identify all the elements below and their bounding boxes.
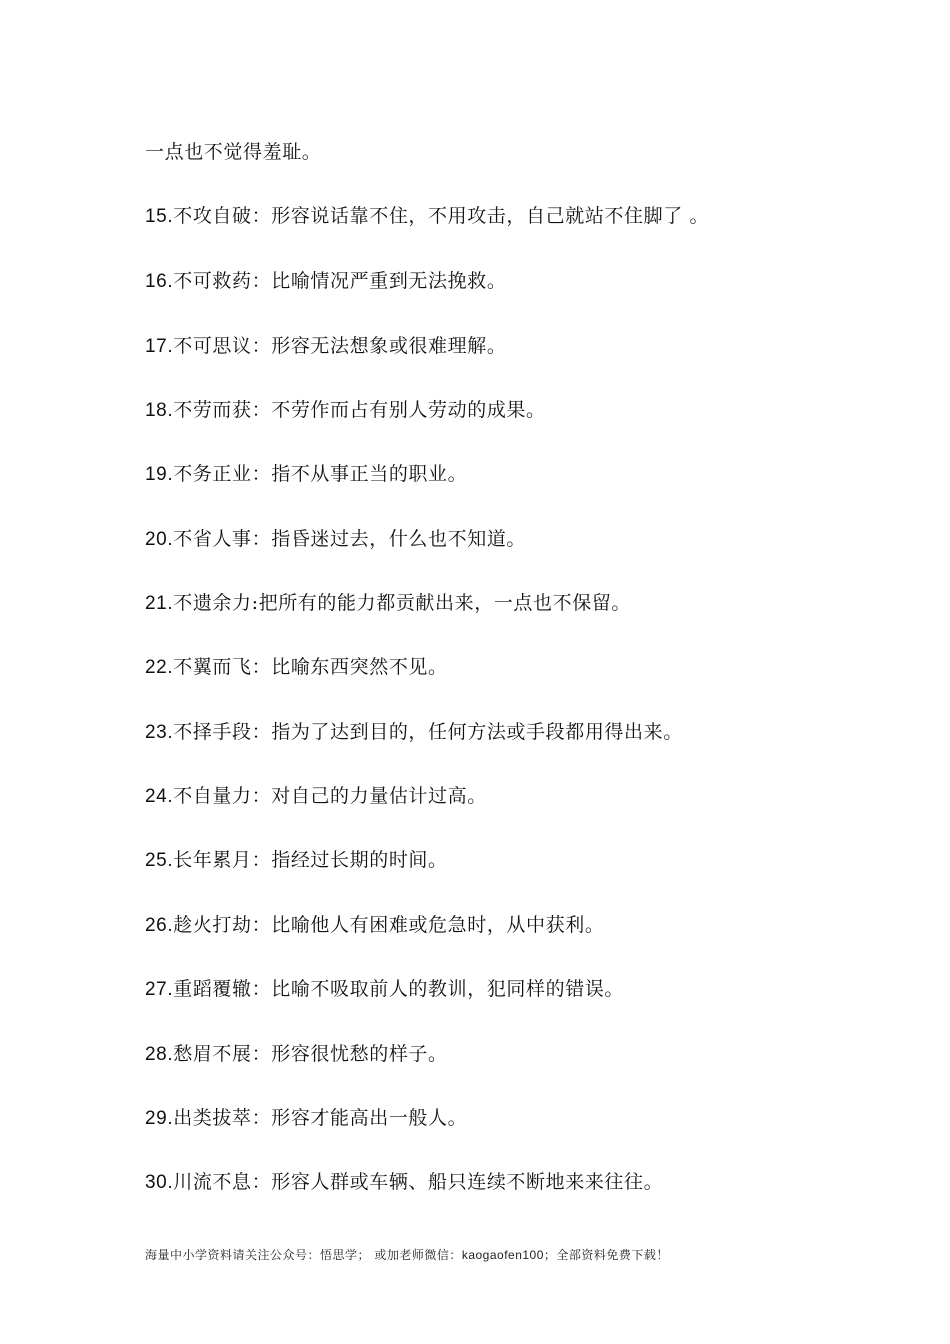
item-text: 不劳而获：不劳作而占有别人劳动的成果。 [173, 399, 546, 421]
list-item [145, 847, 448, 874]
item-text: 不自量力：对自己的力量估计过高。 [173, 785, 487, 807]
item-text: 趁火打劫：比喻他人有困难或危急时，从中获利。 [173, 914, 605, 936]
item-number: 20. [145, 529, 174, 550]
item-number: 26. [145, 915, 174, 936]
list-item [145, 590, 631, 617]
list-item [145, 526, 526, 553]
item-text: 不省人事：指昏迷过去，什么也不知道。 [173, 528, 527, 550]
list-item [145, 268, 506, 295]
item-text: 不务正业：指不从事正当的职业。 [173, 463, 468, 485]
list-item [145, 1169, 663, 1196]
item-number: 29. [145, 1108, 174, 1129]
list-item [145, 783, 487, 810]
page-footer [145, 1247, 669, 1263]
item-number: 23. [145, 722, 174, 743]
list-item [145, 461, 467, 488]
list-item [145, 1041, 448, 1068]
list-item [145, 654, 448, 681]
footer-wechat-id: kaogaofen100 [461, 1248, 544, 1262]
list-item [145, 976, 624, 1003]
list-item [145, 719, 683, 746]
item-number: 15. [145, 206, 174, 227]
item-text: 不攻自破：形容说话靠不住，不用攻击，自己就站不住脚了 。 [173, 205, 710, 227]
continuation-text: 一点也不觉得羞耻。 [145, 141, 322, 163]
item-number: 18. [145, 400, 174, 421]
item-text: 长年累月：指经过长期的时间。 [173, 849, 448, 871]
item-text: 不可思议：形容无法想象或很难理解。 [173, 335, 507, 357]
list-item [145, 397, 546, 424]
list-item [145, 333, 506, 360]
item-number: 22. [145, 657, 174, 678]
list-item [145, 912, 604, 939]
footer-prefix: 海量中小学资料请关注公众号：悟思学； 或加老师微信： [145, 1248, 462, 1262]
item-number: 28. [145, 1044, 174, 1065]
item-text: 不遗余力:把所有的能力都贡献出来，一点也不保留。 [173, 592, 632, 614]
item-number: 16. [145, 271, 174, 292]
item-text: 重蹈覆辙：比喻不吸取前人的教训，犯同样的错误。 [173, 978, 625, 1000]
item-number: 25. [145, 850, 174, 871]
item-text: 不择手段：指为了达到目的，任何方法或手段都用得出来。 [173, 721, 683, 743]
item-text: 出类拔萃：形容才能高出一般人。 [173, 1107, 468, 1129]
footer-suffix: ；全部资料免费下载！ [543, 1248, 669, 1262]
item-text: 不可救药：比喻情况严重到无法挽救。 [173, 270, 507, 292]
item-number: 30. [145, 1172, 174, 1193]
item-number: 21. [145, 593, 174, 614]
list-item [145, 1105, 467, 1132]
item-number: 19. [145, 464, 174, 485]
item-text: 愁眉不展：形容很忧愁的样子。 [173, 1043, 448, 1065]
item-text: 川流不息：形容人群或车辆、船只连续不断地来来往往。 [173, 1171, 664, 1193]
item-number: 24. [145, 786, 174, 807]
item-number: 17. [145, 336, 174, 357]
list-item [145, 203, 709, 230]
item-number: 27. [145, 979, 174, 1000]
item-text: 不翼而飞：比喻东西突然不见。 [173, 656, 448, 678]
